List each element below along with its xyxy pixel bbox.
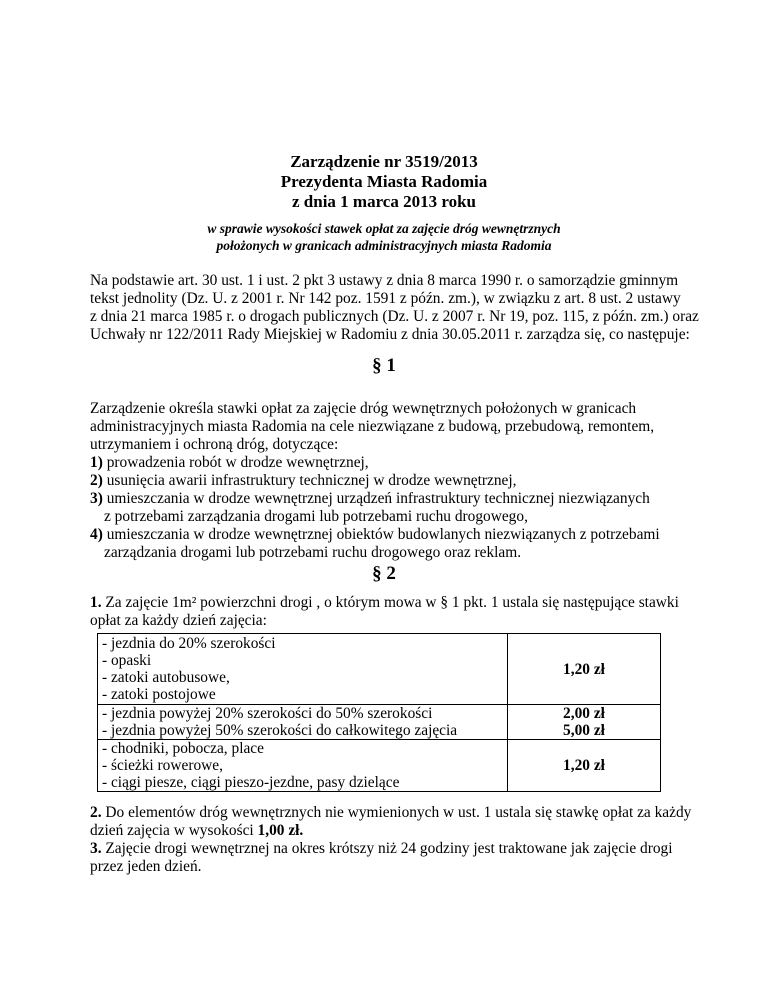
section-1-intro-line: utrzymaniem i ochroną dróg, dotyczące: (90, 436, 339, 453)
table-cell-description: - jezdnia do 20% szerokości - opaski - zatoki autobusowe, - zatoki postojowe (98, 634, 508, 705)
title-line-2: Prezydenta Miasta Radomia (280, 172, 488, 191)
item-number: 2) (90, 472, 103, 489)
table-cell-rate: 2,00 zł 5,00 zł (508, 705, 661, 740)
section-1-intro-line: administracyjnych miasta Radomia na cele niezwiązane z budową, przebudową, remontem, (90, 418, 655, 435)
paragraph-1-line: opłat za każdy dzień zajęcia: (90, 612, 267, 629)
subtitle-line-1: w sprawie wysokości stawek opłat za zajęcie dróg wewnętrznych (207, 221, 561, 236)
rates-table (97, 633, 661, 792)
paragraph-number: 3. (90, 840, 102, 857)
item-number: 3) (90, 490, 103, 507)
section-1-heading: § 1 (372, 355, 396, 376)
paragraph-number: 2. (90, 804, 102, 821)
list-item-2 (90, 472, 720, 490)
preamble-line: Na podstawie art. 30 ust. 1 i ust. 2 pkt 3 ustawy z dnia 8 marca 1990 r. o samorządzie gminnym (90, 272, 679, 289)
table-row (98, 740, 661, 792)
table-cell-description: - chodniki, pobocza, place - ścieżki rowerowe, - ciągi piesze, ciągi pieszo-jezdne, pasy dzielące (98, 740, 508, 792)
paragraph-2-line: 2. Do elementów dróg wewnętrznych nie wymienionych w ust. 1 ustala się stawkę opłat za każdy (90, 804, 692, 821)
paragraph-3-line: przez jeden dzień. (90, 858, 202, 875)
list-item-1 (90, 454, 720, 472)
item-text: prowadzenia robót w drodze wewnętrznej, (106, 454, 369, 471)
section-2-heading: § 2 (372, 563, 396, 584)
amount: 1,00 zł. (257, 822, 304, 839)
paragraph-number: 1. (90, 594, 102, 611)
paragraph-3-line: 3. Zajęcie drogi wewnętrznej na okres krótszy niż 24 godziny jest traktowane jak zajęcie drogi (90, 840, 673, 857)
item-text: umieszczania w drodze wewnętrznej obiektów budowlanych niezwiązanych z potrzebami (106, 526, 660, 543)
item-number: 4) (90, 526, 103, 543)
section-1-intro-line: Zarządzenie określa stawki opłat za zajęcie dróg wewnętrznych położonych w granicach (90, 400, 637, 417)
item-number: 1) (90, 454, 103, 471)
preamble-line: z dnia 21 marca 1985 r. o drogach publicznych (Dz. U. z 2007 r. Nr 19, poz. 115, z późn. zm.) oraz (90, 308, 699, 325)
section-2-paragraph-1 (90, 594, 720, 630)
title-line-1: Zarządzenie nr 3519/2013 (290, 152, 478, 171)
list-item-3-continuation: z potrzebami zarządzania drogami lub potrzebami ruchu drogowego, (104, 508, 528, 525)
item-text: usunięcia awarii infrastruktury technicznej w drodze wewnętrznej, (106, 472, 517, 489)
document-subtitle (0, 220, 768, 254)
section-2-paragraphs (90, 804, 720, 876)
preamble-line: tekst jednolity (Dz. U. z 2001 r. Nr 142 poz. 1591 z późn. zm.), w związku z art. 8 ust. 2 ustawy (90, 290, 681, 307)
paragraph-2-line: dzień zajęcia w wysokości 1,00 zł. (90, 822, 304, 839)
list-item-4 (90, 526, 720, 544)
table-cell-rate: 1,20 zł (508, 634, 661, 705)
table-row (98, 705, 661, 740)
list-item-3 (90, 490, 720, 508)
item-text: umieszczania w drodze wewnętrznej urządzeń infrastruktury technicznej niezwiązanych (106, 490, 650, 507)
table-row (98, 634, 661, 705)
preamble (90, 272, 720, 344)
section-1-body (90, 400, 720, 562)
table-cell-rate: 1,20 zł (508, 740, 661, 792)
subtitle-line-2: położonych w granicach administracyjnych miasta Radomia (216, 238, 552, 253)
table-cell-description: - jezdnia powyżej 20% szerokości do 50% szerokości - jezdnia powyżej 50% szerokości do całkowitego zajęcia (98, 705, 508, 740)
preamble-line: Uchwały nr 122/2011 Rady Miejskiej w Radomiu z dnia 30.05.2011 r. zarządza się, co następuje: (90, 326, 690, 343)
list-item-4-continuation: zarządzania drogami lub potrzebami ruchu drogowego oraz reklam. (104, 544, 522, 561)
paragraph-1-line: 1. Za zajęcie 1m² powierzchni drogi , o którym mowa w § 1 pkt. 1 ustala się następujące stawki (90, 594, 679, 611)
title-line-3: z dnia 1 marca 2013 roku (291, 192, 477, 211)
document-title (0, 152, 768, 212)
